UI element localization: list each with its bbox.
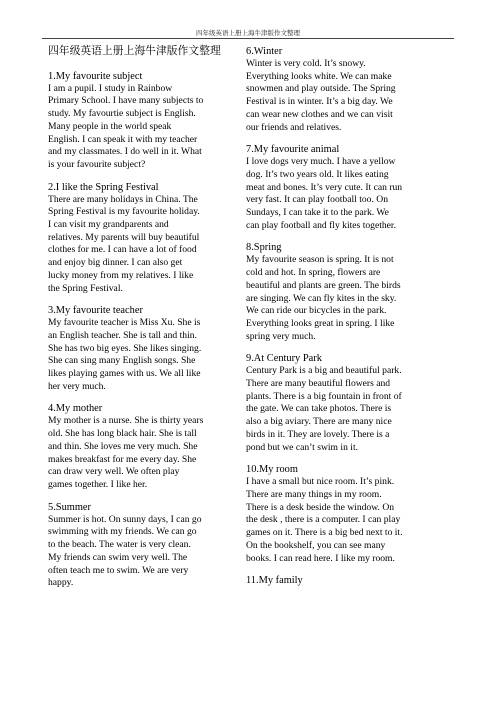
essay-title: 6.Winter [246, 46, 283, 57]
essay-section [246, 143, 434, 232]
essay-section [48, 501, 236, 590]
essay-section [246, 352, 434, 454]
essay-section [246, 463, 434, 565]
essay-title: 9.At Century Park [246, 353, 322, 365]
essay-body: My favourite teacher is Miss Xu. She is an English teacher. She is tall and thin. She has two big eyes. She likes singing. She can sing many English songs. She likes playing games with us. We all like her very much. [48, 317, 202, 392]
essay-title: 5.Summer [48, 501, 92, 513]
essay-title: 1.My favourite subject [48, 70, 143, 82]
right-column [246, 45, 434, 596]
page-header: 四年级英语上册上海牛津版作文整理 [196, 29, 300, 37]
essay-body: I love dogs very much. I have a yellow dog. It’s two years old. It likes eating meat and bones. It’s very cute. It can run very fast. It can play football too. On Sundays, I can take it to the park. We can play football and fly kites together. [246, 156, 403, 231]
essay-body: I have a small but nice room. It’s pink. There are many things in my room. There is a desk beside the window. On the desk , there is a computer. I can play games on it. There is a big bed next to it. On the bookshelf, you can see many books. I can read here. I like my room. [246, 476, 403, 564]
essay-title: 7.My favourite animal [246, 144, 340, 156]
essay-body: I am a pupil. I study in Rainbow Primary School. I have many subjects to study. My favourtie subject is English. Many people in the world speak English. I can speak it with my teacher and my classmates. I do well in it. What is your favourite subject? [48, 82, 204, 170]
essay-section [48, 402, 236, 491]
essay-title: 11.My family [246, 575, 303, 587]
essay-body: Winter is very cold. It’s snowy. Everything looks white. We can make snowmen and play outside. The Spring Festival is in winter. It’s a big day. We can wear new clothes and we can visit our friends and relatives. [246, 58, 396, 133]
essay-title: 4.My mother [48, 403, 103, 415]
document-title: 四年级英语上册上海牛津版作文整理 [48, 44, 221, 57]
essay-section [48, 181, 236, 296]
essay-title: 3.My favourite teacher [48, 305, 143, 317]
essay-title: 10.My room [246, 464, 298, 476]
essay-section [48, 304, 236, 393]
essay-body: Century Park is a big and beautiful park. There are many beautiful flowers and plants. There is a big fountain in front of the gate. We can take photos. There is also a big aviary. There are many nice birds in it. They are lovely. There is a pond but we can’t swim in it. [246, 365, 402, 453]
essay-title: 8.Spring [246, 242, 282, 254]
essay-section [48, 70, 236, 172]
essay-section [246, 241, 434, 343]
essay-body: There are many holidays in China. The Spring Festival is my favourite holiday. I can visit my grandparents and relatives. My parents will buy beautiful clothes for me. I can have a lot of food and enjoy big dinner. I can also get lucky money from my relatives. I like the Spring Festival. [48, 193, 200, 294]
essay-title: 2.I like the Spring Festival [48, 181, 159, 193]
essay-body: My favourite season is spring. It is not cold and hot. In spring, flowers are beautiful and plants are green. The birds are singing. We can fly kites in the sky. We can ride our bicycles in the park. Everything looks great in spring. I like spring very much. [246, 254, 401, 342]
header-divider [42, 38, 454, 39]
essay-body: My mother is a nurse. She is thirty years old. She has long black hair. She is tall and thin. She loves me very much. She makes breakfast for me every day. She can draw very well. We often play games together. I like her. [48, 415, 204, 490]
essay-body: Summer is hot. On sunny days, I can go swimming with my friends. We can go to the beach. The water is very clean. My friends can swim very well. The often teach me to swim. We are very happy. [48, 513, 202, 589]
left-column [48, 45, 236, 599]
essay-section [246, 45, 434, 134]
essay-section [246, 574, 434, 587]
